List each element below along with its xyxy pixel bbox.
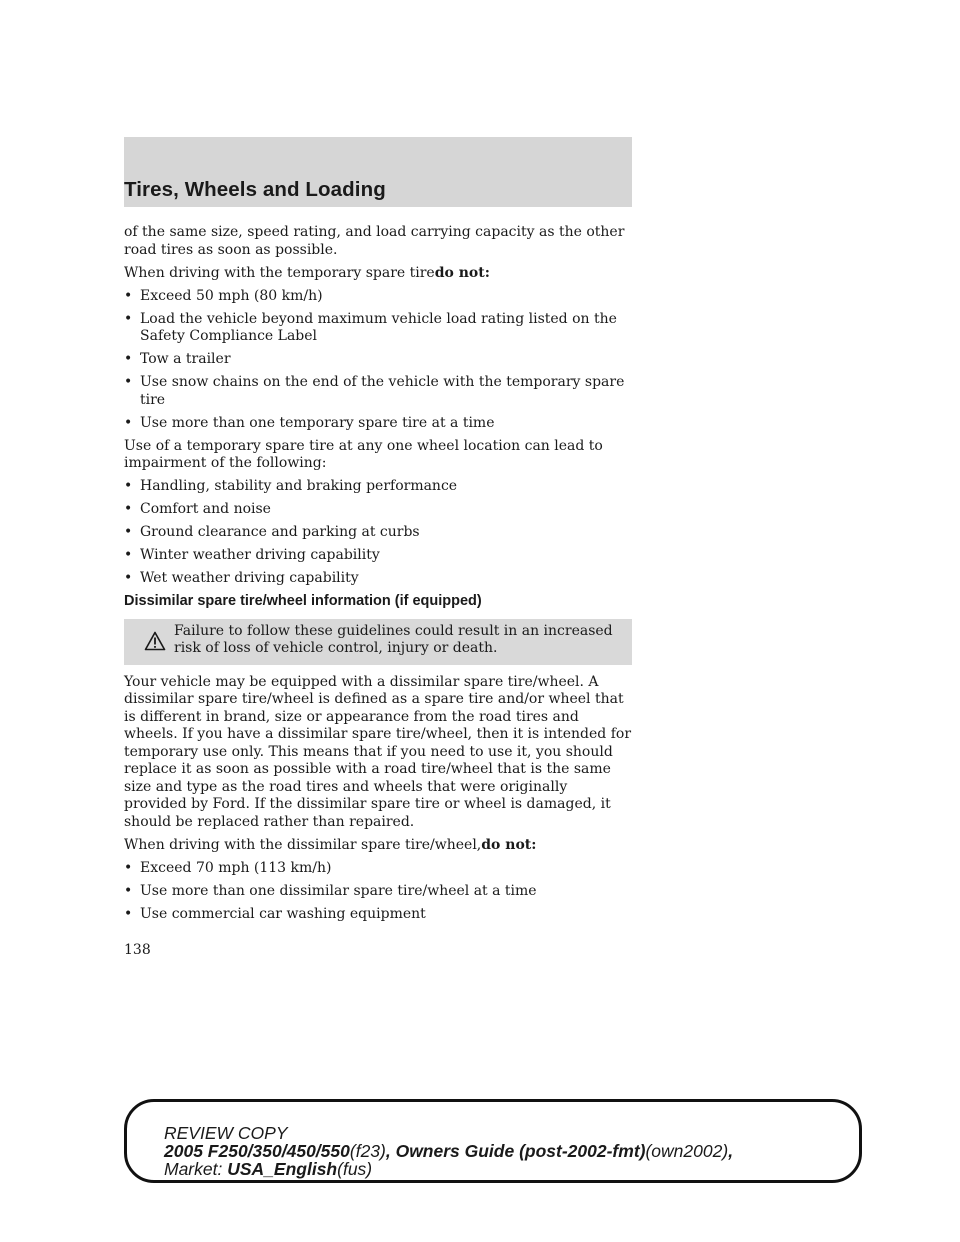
- footer-comma: ,: [728, 1141, 734, 1161]
- list-item: • Winter weather driving capability: [124, 547, 380, 563]
- footer-market-code: (fus): [337, 1159, 373, 1179]
- intro-paragraph: of the same size, speed rating, and load carrying capacity as the other road tires as soon as possible.: [124, 224, 625, 258]
- list-item: • Exceed 70 mph (113 km/h): [124, 859, 332, 876]
- bullet-glyph: •: [124, 570, 133, 586]
- list-item: • Load the vehicle beyond maximum vehicle load rating listed on the Safety Compliance Label: [124, 310, 617, 344]
- bullet-glyph: •: [124, 859, 133, 876]
- temporary-spare-list: [124, 288, 632, 433]
- bullet-glyph: •: [124, 524, 133, 540]
- footer-model: 2005 F250/350/450/550: [164, 1141, 350, 1161]
- page-number: 138: [124, 942, 151, 958]
- impairment-intro: Use of a temporary spare tire at any one wheel location can lead to impairment of the following:: [124, 437, 603, 471]
- review-copy-footer-text: [164, 1124, 733, 1178]
- bullet-glyph: •: [124, 501, 133, 517]
- bullet-glyph: •: [124, 547, 133, 563]
- list-item: • Tow a trailer: [124, 351, 231, 367]
- temporary-spare-emphasis: do not:: [434, 264, 490, 281]
- list-item: • Handling, stability and braking performance: [124, 478, 458, 494]
- list-item: • Use more than one temporary spare tire at a time: [124, 414, 495, 431]
- bullet-glyph: •: [124, 478, 133, 494]
- list-item: • Use commercial car washing equipment: [124, 905, 426, 922]
- warning-triangle-icon: [144, 631, 166, 657]
- dissimilar-spare-heading: Dissimilar spare tire/wheel information (if equipped): [124, 593, 482, 609]
- list-item: • Wet weather driving capability: [124, 570, 359, 586]
- footer-market-line: [164, 1160, 733, 1178]
- list-item: • Exceed 50 mph (80 km/h): [124, 287, 323, 304]
- footer-model-code: (f23): [349, 1141, 386, 1161]
- footer-model-line: [164, 1142, 733, 1160]
- footer-guide-code: (own2002): [645, 1141, 729, 1161]
- dissimilar-paragraph: Your vehicle may be equipped with a dissimilar spare tire/wheel. A dissimilar spare tire/wheel is defined as a spare tire and/or wheel that is different in brand, size or appearance from the road tires and wheels. If you have a dissimilar spare tire/wheel, then it is intended for temporary use only. This means that if you need to use it, you should replace it as soon as possible with a road tire/wheel that is the same size and type as the road tires and wheels that were originally provided by Ford. If the dissimilar spare tire or wheel is damaged, it should be replaced rather than repaired.: [124, 673, 632, 830]
- dissimilar-spare-emphasis: do not:: [481, 836, 537, 853]
- bullet-glyph: •: [124, 905, 133, 922]
- temporary-spare-lead: [124, 265, 632, 283]
- footer-market: USA_English: [227, 1159, 338, 1179]
- warning-text: Failure to follow these guidelines could result in an increased risk of loss of vehicle control, injury or death.: [174, 622, 613, 656]
- footer-market-label: Market:: [164, 1159, 223, 1179]
- warning-box: [124, 619, 632, 665]
- list-item: • Comfort and noise: [124, 501, 271, 517]
- list-item: • Use more than one dissimilar spare tire/wheel at a time: [124, 882, 537, 899]
- dissimilar-spare-lead: [124, 837, 632, 855]
- bullet-glyph: •: [124, 310, 133, 327]
- page-content: [124, 224, 632, 929]
- section-title: Tires, Wheels and Loading: [124, 178, 386, 201]
- bullet-glyph: •: [124, 351, 133, 367]
- bullet-glyph: •: [124, 287, 133, 304]
- impairment-list: [124, 478, 632, 588]
- dissimilar-spare-list: [124, 860, 632, 924]
- bullet-glyph: •: [124, 882, 133, 899]
- dissimilar-spare-lead-text: When driving with the dissimilar spare tire/wheel,: [124, 836, 482, 853]
- temporary-spare-lead-text: When driving with the temporary spare tire: [124, 264, 435, 281]
- bullet-glyph: •: [124, 414, 133, 431]
- list-item: • Use snow chains on the end of the vehicle with the temporary spare tire: [124, 374, 625, 408]
- list-item: • Ground clearance and parking at curbs: [124, 524, 420, 540]
- footer-guide: , Owners Guide (post-2002-fmt): [385, 1141, 646, 1161]
- review-copy-label: REVIEW COPY: [164, 1123, 288, 1143]
- bullet-glyph: •: [124, 374, 133, 390]
